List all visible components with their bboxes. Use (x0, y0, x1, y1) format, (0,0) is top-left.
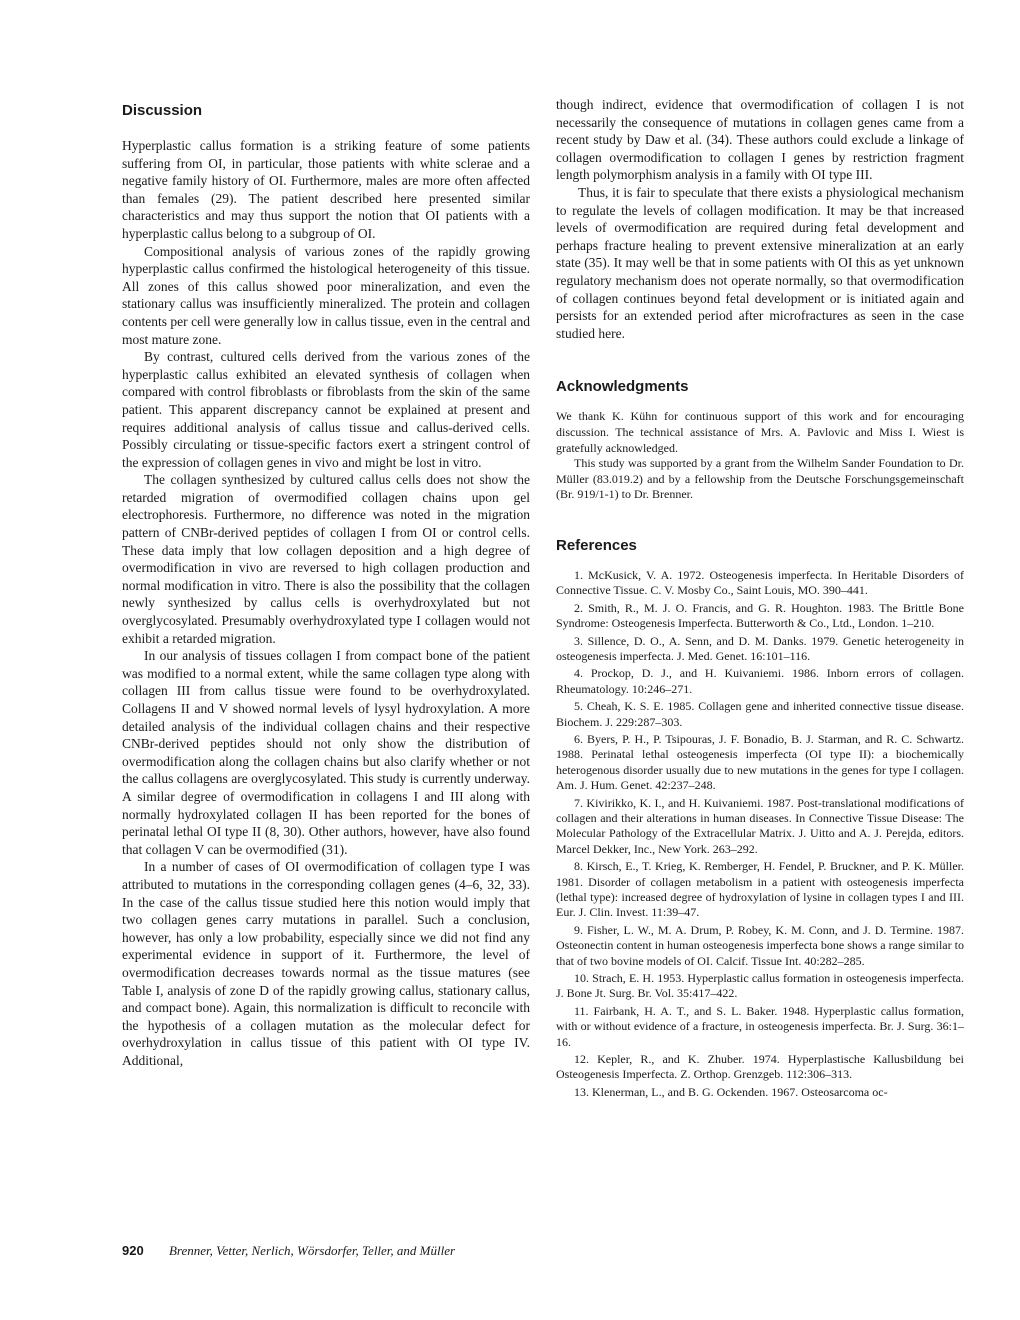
reference-item: 2. Smith, R., M. J. O. Francis, and G. R. Houghton. 1983. The Brittle Bone Syndrome: Osteogenesis Imperfecta. Butterworth & Co., Ltd., London. 1–210. (556, 600, 964, 631)
reference-item: 7. Kivirikko, K. I., and H. Kuivaniemi. 1987. Post-translational modifications of collagen and their alterations in human diseases. In Connective Tissue Disease: The Molecular Pathology of the Extracellular Matrix. J. Uitto and A. J. Perejda, editors. Marcel Dekker, Inc., New York. 263–292. (556, 795, 964, 856)
discussion-paragraph: Thus, it is fair to speculate that there exists a physiological mechanism to regulate the levels of collagen modification. It may be that increased levels of overmodification are required during fetal development and perhaps fracture healing to prevent extensive mineralization at an early state (35). It may well be that in some patients with OI this as yet unknown regulatory mechanism does not operate normally, so that overmodification of collagen continues beyond fetal development or is initiated again and persists for an extended period after microfractures as seen in the case studied here. (556, 184, 964, 341)
discussion-paragraph: In a number of cases of OI overmodification of collagen type I was attributed to mutations in the corresponding collagen genes (4–6, 32, 33). In the case of the callus tissue studied here this notion would imply that two collagen genes carry mutations in parallel. Such a conclusion, however, has only a low probability, especially since we did not find any experimental evidence in support of it. Furthermore, the level of overmodification decreases towards normal as the tissue matures (see Table I, analysis of zone D of the rapidly growing callus, stationary callus, and compact bone). Again, this normalization is difficult to reconcile with the hypothesis of a collagen mutation as the molecular defect for overhydroxylation in callus tissue of this patient with OI type IV. Additional, (122, 859, 530, 1068)
left-column (122, 96, 530, 1069)
reference-item: 8. Kirsch, E., T. Krieg, K. Remberger, H. Fendel, P. Bruckner, and P. K. Müller. 1981. Disorder of collagen metabolism in a patient with osteogenesis imperfecta (lethal type): increased degree of hydroxylation of lysine in collagen types I and III. Eur. J. Clin. Invest. 11:39–47. (556, 859, 964, 920)
discussion-paragraph: In our analysis of tissues collagen I from compact bone of the patient was modified to a normal extent, while the same collagen type along with collagen III from callus tissue were found to be overhydroxylated. Collagens II and V showed normal levels of lysyl hydroxylation. A more detailed analysis of the individual collagen chains and their respective CNBr-derived peptides should not only show the distribution of overmodification along the collagen chains but also clarify whether or not the callus collagens are overglycosylated. This study is currently underway. A similar degree of overmodification in collagens I and III along with normally hydroxylated collagen II has been reported for the bones of perinatal lethal OI type II (8, 30). Other authors, however, have also found that collagen V can be overmodified (31). (122, 648, 530, 857)
section-heading-discussion: Discussion (122, 102, 203, 119)
reference-item: 1. McKusick, V. A. 1972. Osteogenesis imperfecta. In Heritable Disorders of Connective Tissue. C. V. Mosby Co., Saint Louis, MO. 390–441. (556, 567, 964, 598)
reference-item: 9. Fisher, L. W., M. A. Drum, P. Robey, K. M. Conn, and J. D. Termine. 1987. Osteonectin content in human osteogenesis imperfecta bone shows a range similar to that of two bovine models of OI. Calcif. Tissue Int. 40:282–285. (556, 922, 964, 968)
reference-item: 10. Strach, E. H. 1953. Hyperplastic callus formation in osteogenesis imperfecta. J. Bone Jt. Surg. Br. Vol. 35:417–422. (556, 971, 964, 1001)
reference-item: 6. Byers, P. H., P. Tsipouras, J. F. Bonadio, B. J. Starman, and R. C. Schwartz. 1988. Perinatal lethal osteogenesis imperfecta (OI type II): a biochemically heterogenous disorder usually due to new mutations in the genes for type I collagen. Am. J. Hum. Genet. 42:237–248. (556, 731, 964, 793)
reference-item: 4. Prockop, D. J., and H. Kuivaniemi. 1986. Inborn errors of collagen. Rheumatology. 10:246–271. (556, 666, 964, 696)
reference-item: 13. Klenerman, L., and B. G. Ockenden. 1967. Osteosarcoma oc- (574, 1084, 888, 1099)
discussion-paragraph: By contrast, cultured cells derived from the various zones of the hyperplastic callus exhibited an elevated synthesis of collagen when compared with control fibroblasts or fibroblasts from the skin of the same patient. This apparent discrepancy cannot be explained at present and requires additional analysis of callus tissue and callus-derived cells. Possibly circulating or tissue-specific factors exert a stringent control of the expression of collagen genes in vivo and might be lost in vitro. (122, 349, 530, 470)
acknowledgment-paragraph: This study was supported by a grant from the Wilhelm Sander Foundation to Dr. Müller (83.019.2) and by a fellowship from the Deutsche Forschungsgemeinschaft (Br. 919/1-1) to Dr. Brenner. (556, 456, 964, 502)
reference-item: 12. Kepler, R., and K. Zhuber. 1974. Hyperplastische Kallusbildung bei Osteogenesis Imperfecta. Z. Orthop. Grenzgeb. 112:306–313. (556, 1052, 964, 1082)
discussion-paragraph: Hyperplastic callus formation is a striking feature of some patients suffering from OI, in particular, those patients with white sclerae and a negative family history of OI. Furthermore, males are more often affected than females (29). The patient described here presented similar characteristics and may thus support the notion that OI patients with a hyperplastic callus belong to a subgroup of OI. (122, 138, 530, 241)
page-footer (122, 1243, 455, 1259)
reference-item: 5. Cheah, K. S. E. 1985. Collagen gene and inherited connective tissue disease. Biochem. J. 229:287–303. (556, 699, 964, 729)
section-heading-acknowledgments: Acknowledgments (556, 378, 689, 396)
running-authors: Brenner, Vetter, Nerlich, Wörsdorfer, Teller, and Müller (168, 1243, 456, 1258)
acknowledgment-paragraph: We thank K. Kühn for continuous support of this work and for encouraging discussion. The technical assistance of Mrs. A. Pavlovic and Miss I. Wiest is gratefully acknowledged. (556, 409, 964, 455)
right-column (556, 96, 964, 1102)
discussion-paragraph: Compositional analysis of various zones of the rapidly growing hyperplastic callus confirmed the histological heterogeneity of this tissue. All zones of this callus showed poor mineralization, and even the stationary callus was insufficiently mineralized. The protein and collagen contents per cell were generally low in callus tissue, even in the central and most mature zone. (122, 243, 530, 347)
discussion-paragraph: The collagen synthesized by cultured callus cells does not show the retarded migration of overmodified collagen chains upon gel electrophoresis. Furthermore, no difference was noted in the migration pattern of CNBr-derived peptides of collagen I from OI or control cells. These data imply that low collagen deposition and a high degree of overmodification in vivo are reversed to high collagen production and normal modification in vitro. There is also the possibility that the collagen newly synthesized by callus cells is overhydroxylated but not overglycosylated. Presumably overhydroxylated type I collagen would not exhibit a retarded migration. (122, 472, 530, 646)
reference-item: 11. Fairbank, H. A. T., and S. L. Baker. 1948. Hyperplastic callus formation, with or without evidence of a fracture, in osteogenesis imperfecta. Br. J. Surg. 36:1–16. (556, 1003, 964, 1049)
discussion-paragraph: though indirect, evidence that overmodification of collagen I is not necessarily the consequence of mutations in collagen genes came from a recent study by Daw et al. (34). These authors could exclude a linkage of collagen overmodification to collagen I genes by restriction fragment length polymorphism analysis in a family with OI type III. (556, 97, 964, 183)
reference-list (556, 568, 964, 1100)
section-heading-references: References (556, 536, 637, 554)
reference-item: 3. Sillence, D. O., A. Senn, and D. M. Danks. 1979. Genetic heterogeneity in osteogenesis imperfecta. J. Med. Genet. 16:101–116. (556, 633, 964, 663)
page-number: 920 (122, 1243, 144, 1258)
